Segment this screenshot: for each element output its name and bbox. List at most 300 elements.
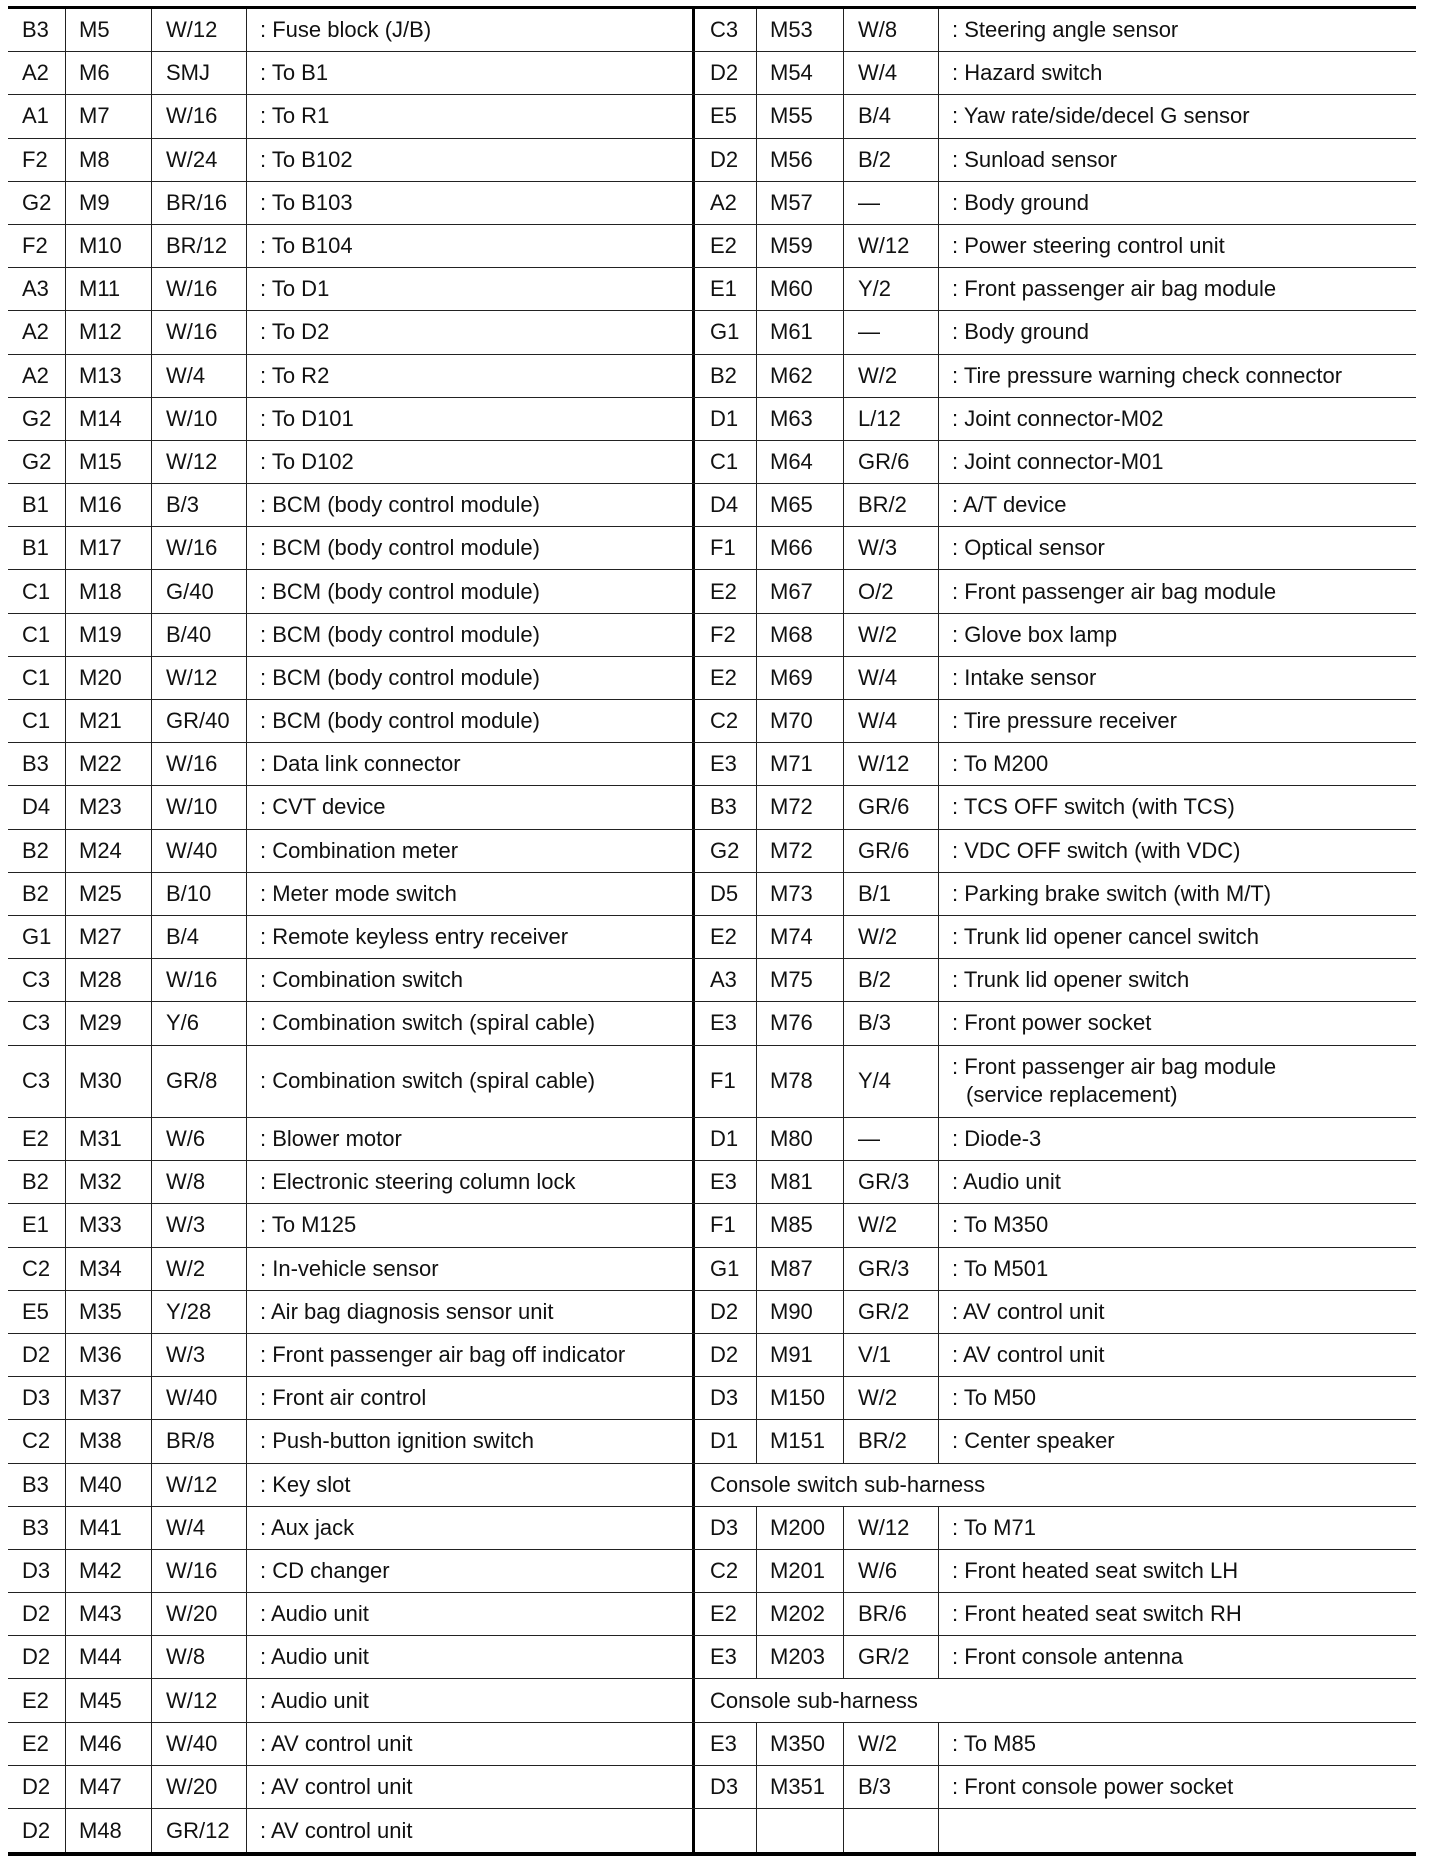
description-cell: : To D101 <box>246 398 692 440</box>
description-cell: : AV control unit <box>938 1334 1416 1376</box>
grid-ref-cell: E2 <box>22 1730 49 1756</box>
wire-cell: — <box>843 182 938 224</box>
wire-cell: W/16 <box>151 743 246 785</box>
connector-cell: M21 <box>65 700 151 742</box>
connector-cell: M68 <box>756 614 843 656</box>
wire-cell: V/1 <box>843 1334 938 1376</box>
grid-ref-cell: B2 <box>692 355 756 397</box>
connector-cell: M351 <box>756 1766 843 1808</box>
wire-cell: W/3 <box>843 527 938 569</box>
connector-cell: M72 <box>756 830 843 872</box>
description-cell: : Joint connector-M01 <box>938 441 1416 483</box>
description-cell: : Power steering control unit <box>938 225 1416 267</box>
grid-ref-cell: E2 <box>692 225 756 267</box>
description-cell: : BCM (body control module) <box>246 700 692 742</box>
description-cell: : Hazard switch <box>938 52 1416 94</box>
wire-cell: W/16 <box>151 268 246 310</box>
wire-cell: GR/6 <box>843 830 938 872</box>
description-cell: : Front console power socket <box>938 1766 1416 1808</box>
connector-cell: M9 <box>65 182 151 224</box>
connector-cell: M41 <box>65 1507 151 1549</box>
connector-cell: M13 <box>65 355 151 397</box>
table-row <box>8 1809 1416 1852</box>
description-cell: : Parking brake switch (with M/T) <box>938 873 1416 915</box>
connector-cell: M57 <box>756 182 843 224</box>
connector-cell: M91 <box>756 1334 843 1376</box>
table-row <box>8 52 1416 95</box>
table-body <box>8 6 1416 1856</box>
table-row <box>8 570 1416 613</box>
wire-cell: — <box>843 311 938 353</box>
table-row <box>8 1161 1416 1204</box>
connector-cell: M64 <box>756 441 843 483</box>
wire-cell: BR/8 <box>151 1420 246 1462</box>
wire-cell: W/6 <box>843 1550 938 1592</box>
description-cell: : BCM (body control module) <box>246 614 692 656</box>
grid-ref-cell: D2 <box>692 139 756 181</box>
grid-ref-cell: G2 <box>22 189 52 215</box>
wire-cell: BR/2 <box>843 1420 938 1462</box>
connector-cell: M29 <box>65 1002 151 1044</box>
grid-ref-cell: B2 <box>22 880 49 906</box>
grid-ref-cell: E3 <box>692 1636 756 1678</box>
grid-ref-cell: E2 <box>22 1126 49 1152</box>
description-cell: : BCM (body control module) <box>246 484 692 526</box>
description-cell: : Front power socket <box>938 1002 1416 1044</box>
grid-ref-cell: D3 <box>692 1507 756 1549</box>
grid-ref-cell: C2 <box>692 1550 756 1592</box>
connector-cell: M47 <box>65 1766 151 1808</box>
description-cell: : Push-button ignition switch <box>246 1420 692 1462</box>
grid-ref-cell: D3 <box>692 1377 756 1419</box>
connector-cell: M59 <box>756 225 843 267</box>
wire-cell: W/2 <box>843 916 938 958</box>
grid-ref-cell: C2 <box>22 1428 51 1454</box>
wire-cell: Y/2 <box>843 268 938 310</box>
connector-cell: M81 <box>756 1161 843 1203</box>
connector-cell: M65 <box>756 484 843 526</box>
table-row <box>8 743 1416 786</box>
grid-ref-cell: E2 <box>692 916 756 958</box>
wire-cell: BR/2 <box>843 484 938 526</box>
connector-cell: M11 <box>65 268 151 310</box>
wire-cell: B/2 <box>843 139 938 181</box>
wire-cell: GR/8 <box>151 1046 246 1118</box>
connector-cell: M78 <box>756 1046 843 1118</box>
grid-ref-cell: D2 <box>22 1644 51 1670</box>
description-cell: : To B102 <box>246 139 692 181</box>
wire-cell: W/16 <box>151 1550 246 1592</box>
wire-cell: W/4 <box>843 700 938 742</box>
description-cell: : BCM (body control module) <box>246 657 692 699</box>
description-cell: : VDC OFF switch (with VDC) <box>938 830 1416 872</box>
wire-cell: W/24 <box>151 139 246 181</box>
table-row <box>8 1420 1416 1463</box>
connector-cell: M200 <box>756 1507 843 1549</box>
connector-cell: M71 <box>756 743 843 785</box>
grid-ref-cell: E3 <box>692 743 756 785</box>
grid-ref-cell: E3 <box>692 1723 756 1765</box>
table-row <box>8 398 1416 441</box>
description-cell: : Electronic steering column lock <box>246 1161 692 1203</box>
connector-cell: M73 <box>756 873 843 915</box>
connector-cell: M17 <box>65 527 151 569</box>
wire-cell: B/40 <box>151 614 246 656</box>
connector-cell: M36 <box>65 1334 151 1376</box>
description-cell: : Audio unit <box>246 1636 692 1678</box>
wire-cell: W/10 <box>151 786 246 828</box>
table-row <box>8 1636 1416 1679</box>
description-cell: : Yaw rate/side/decel G sensor <box>938 95 1416 137</box>
description-line: : Front passenger air bag module <box>952 1054 1277 1080</box>
section-heading: Console sub-harness <box>692 1679 1416 1721</box>
table-row <box>8 1766 1416 1809</box>
grid-ref-cell: E3 <box>692 1161 756 1203</box>
description-cell: : Body ground <box>938 182 1416 224</box>
grid-ref-cell: A3 <box>692 959 756 1001</box>
wire-cell: B/2 <box>843 959 938 1001</box>
connector-cell: M62 <box>756 355 843 397</box>
grid-ref-cell: E2 <box>22 1687 49 1713</box>
table-row <box>8 657 1416 700</box>
description-cell: : Center speaker <box>938 1420 1416 1462</box>
wire-cell: W/40 <box>151 1377 246 1419</box>
grid-ref-cell: C2 <box>22 1255 51 1281</box>
description-cell: : In-vehicle sensor <box>246 1248 692 1290</box>
grid-ref-cell: F2 <box>692 614 756 656</box>
description-cell: : To B1 <box>246 52 692 94</box>
table-row <box>8 1002 1416 1045</box>
description-cell: : TCS OFF switch (with TCS) <box>938 786 1416 828</box>
wire-cell: — <box>843 1118 938 1160</box>
grid-ref-cell: E1 <box>692 268 756 310</box>
table-row <box>8 527 1416 570</box>
connector-cell: M56 <box>756 139 843 181</box>
grid-ref-cell: E5 <box>692 95 756 137</box>
table-row <box>8 1593 1416 1636</box>
grid-ref-cell: G2 <box>22 448 52 474</box>
grid-ref-cell: G1 <box>692 311 756 353</box>
description-cell: : Key slot <box>246 1464 692 1506</box>
description-cell: : To M71 <box>938 1507 1416 1549</box>
grid-ref-cell: D3 <box>692 1766 756 1808</box>
description-cell: : Front heated seat switch LH <box>938 1550 1416 1592</box>
grid-ref-cell: D2 <box>692 1291 756 1333</box>
table-row <box>8 1334 1416 1377</box>
wire-cell: L/12 <box>843 398 938 440</box>
connector-cell: M151 <box>756 1420 843 1462</box>
table-row <box>8 916 1416 959</box>
grid-ref-cell: C3 <box>22 1068 51 1094</box>
description-cell: : Sunload sensor <box>938 139 1416 181</box>
connector-cell: M24 <box>65 830 151 872</box>
grid-ref-cell: F1 <box>692 527 756 569</box>
grid-ref-cell: F2 <box>22 233 48 259</box>
connector-cell: M38 <box>65 1420 151 1462</box>
grid-ref-cell: B3 <box>692 786 756 828</box>
wire-cell: GR/40 <box>151 700 246 742</box>
grid-ref-cell: C1 <box>22 621 51 647</box>
table-row <box>8 1550 1416 1593</box>
grid-ref-cell: B3 <box>22 17 49 43</box>
grid-ref-cell: E5 <box>22 1298 49 1324</box>
wire-cell: W/10 <box>151 398 246 440</box>
wire-cell: GR/3 <box>843 1248 938 1290</box>
table-row <box>8 1291 1416 1334</box>
wire-cell: BR/16 <box>151 182 246 224</box>
wire-cell: Y/28 <box>151 1291 246 1333</box>
description-cell: : To D102 <box>246 441 692 483</box>
connector-cell: M201 <box>756 1550 843 1592</box>
table-row <box>8 268 1416 311</box>
table-row <box>8 95 1416 138</box>
connector-cell: M8 <box>65 139 151 181</box>
wire-cell: W/16 <box>151 527 246 569</box>
grid-ref-cell: C1 <box>22 664 51 690</box>
grid-ref-cell: B3 <box>22 1471 49 1497</box>
description-cell: : To R2 <box>246 355 692 397</box>
description-cell: : CVT device <box>246 786 692 828</box>
connector-cell: M150 <box>756 1377 843 1419</box>
description-cell: : Combination switch (spiral cable) <box>246 1002 692 1044</box>
description-cell: : Combination switch (spiral cable) <box>246 1046 692 1118</box>
description-cell: : BCM (body control module) <box>246 527 692 569</box>
description-line: (service replacement) <box>966 1082 1178 1108</box>
section-heading: Console switch sub-harness <box>692 1464 1416 1506</box>
connector-cell: M5 <box>65 9 151 51</box>
wire-cell: W/3 <box>151 1334 246 1376</box>
grid-ref-cell: C3 <box>22 1010 51 1036</box>
wire-cell: B/1 <box>843 873 938 915</box>
description-cell: : AV control unit <box>246 1723 692 1765</box>
description-cell: : Audio unit <box>246 1679 692 1721</box>
wire-cell: W/12 <box>843 1507 938 1549</box>
connector-cell: M40 <box>65 1464 151 1506</box>
grid-ref-cell <box>692 1809 756 1852</box>
grid-ref-cell: G2 <box>692 830 756 872</box>
description-cell: : AV control unit <box>246 1809 692 1852</box>
wire-cell: GR/2 <box>843 1636 938 1678</box>
wire-cell: W/8 <box>151 1161 246 1203</box>
wire-cell: Y/4 <box>843 1046 938 1118</box>
connector-cell: M54 <box>756 52 843 94</box>
description-cell: : Optical sensor <box>938 527 1416 569</box>
grid-ref-cell: C1 <box>22 708 51 734</box>
wire-cell: W/2 <box>843 1204 938 1246</box>
wire-cell: W/8 <box>151 1636 246 1678</box>
grid-ref-cell: C2 <box>692 700 756 742</box>
description-cell: : Fuse block (J/B) <box>246 9 692 51</box>
description-cell: : Joint connector-M02 <box>938 398 1416 440</box>
connector-cell: M85 <box>756 1204 843 1246</box>
description-cell: : Aux jack <box>246 1507 692 1549</box>
grid-ref-cell: D2 <box>692 1334 756 1376</box>
grid-ref-cell: B1 <box>22 535 49 561</box>
description-cell: : Trunk lid opener switch <box>938 959 1416 1001</box>
grid-ref-cell: D5 <box>692 873 756 915</box>
description-cell: : AV control unit <box>938 1291 1416 1333</box>
description-cell: : CD changer <box>246 1550 692 1592</box>
table-row <box>8 441 1416 484</box>
connector-cell: M76 <box>756 1002 843 1044</box>
description-cell: : To B103 <box>246 182 692 224</box>
grid-ref-cell: D1 <box>692 1420 756 1462</box>
wire-cell: B/10 <box>151 873 246 915</box>
connector-cell: M69 <box>756 657 843 699</box>
grid-ref-cell: C3 <box>692 9 756 51</box>
connector-cell: M53 <box>756 9 843 51</box>
connector-cell: M37 <box>65 1377 151 1419</box>
table-row <box>8 1377 1416 1420</box>
wire-cell <box>843 1809 938 1852</box>
connector-cell: M72 <box>756 786 843 828</box>
table-row <box>8 139 1416 182</box>
description-cell: : To M501 <box>938 1248 1416 1290</box>
description-cell: : Air bag diagnosis sensor unit <box>246 1291 692 1333</box>
table-row <box>8 959 1416 1002</box>
wire-cell: GR/3 <box>843 1161 938 1203</box>
connector-cell: M12 <box>65 311 151 353</box>
wire-cell: W/12 <box>151 1464 246 1506</box>
connector-cell: M32 <box>65 1161 151 1203</box>
description-cell: : Trunk lid opener cancel switch <box>938 916 1416 958</box>
description-cell: : Combination switch <box>246 959 692 1001</box>
grid-ref-cell: G1 <box>692 1248 756 1290</box>
grid-ref-cell: D3 <box>22 1557 51 1583</box>
grid-ref-cell: A2 <box>22 60 49 86</box>
connector-cell: M42 <box>65 1550 151 1592</box>
description-cell: : Steering angle sensor <box>938 9 1416 51</box>
grid-ref-cell: D2 <box>22 1773 51 1799</box>
connector-cell: M350 <box>756 1723 843 1765</box>
description-cell: : Front passenger air bag module <box>938 268 1416 310</box>
grid-ref-cell: F1 <box>692 1204 756 1246</box>
grid-ref-cell: E2 <box>692 657 756 699</box>
grid-ref-cell: C3 <box>22 967 51 993</box>
grid-ref-cell: F1 <box>692 1046 756 1118</box>
connector-cell: M74 <box>756 916 843 958</box>
table-row <box>8 355 1416 398</box>
wire-cell: BR/12 <box>151 225 246 267</box>
connector-cell: M15 <box>65 441 151 483</box>
connector-cell: M34 <box>65 1248 151 1290</box>
wire-cell: W/12 <box>151 1679 246 1721</box>
wire-cell: GR/6 <box>843 441 938 483</box>
description-cell: : Diode-3 <box>938 1118 1416 1160</box>
wire-cell: B/3 <box>843 1002 938 1044</box>
connector-cell: M45 <box>65 1679 151 1721</box>
table-row <box>8 873 1416 916</box>
connector-cell: M70 <box>756 700 843 742</box>
description-cell: : To M125 <box>246 1204 692 1246</box>
harness-connector-table <box>8 6 1416 1856</box>
grid-ref-cell: D4 <box>22 794 51 820</box>
description-cell: : To M50 <box>938 1377 1416 1419</box>
table-row <box>8 1118 1416 1161</box>
wire-cell: W/12 <box>151 9 246 51</box>
description-cell: : Tire pressure warning check connector <box>938 355 1416 397</box>
wire-cell: GR/2 <box>843 1291 938 1333</box>
wire-cell: W/16 <box>151 95 246 137</box>
connector-cell: M6 <box>65 52 151 94</box>
grid-ref-cell: G2 <box>22 405 52 431</box>
connector-cell: M16 <box>65 484 151 526</box>
table-row <box>8 1464 1416 1507</box>
description-cell: : Body ground <box>938 311 1416 353</box>
connector-cell: M63 <box>756 398 843 440</box>
grid-ref-cell: D1 <box>692 398 756 440</box>
description-cell: : To B104 <box>246 225 692 267</box>
description-cell: : A/T device <box>938 484 1416 526</box>
description-cell: : Glove box lamp <box>938 614 1416 656</box>
connector-cell: M33 <box>65 1204 151 1246</box>
table-row <box>8 311 1416 354</box>
wire-cell: B/4 <box>843 95 938 137</box>
description-cell: : Meter mode switch <box>246 873 692 915</box>
table-row <box>8 1679 1416 1722</box>
description-cell: : Front console antenna <box>938 1636 1416 1678</box>
description-cell: : Front passenger air bag module <box>938 570 1416 612</box>
wire-cell: GR/6 <box>843 786 938 828</box>
description-cell: : Tire pressure receiver <box>938 700 1416 742</box>
wire-cell: SMJ <box>151 52 246 94</box>
table-row <box>8 182 1416 225</box>
connector-cell: M7 <box>65 95 151 137</box>
wire-cell: B/4 <box>151 916 246 958</box>
connector-cell: M14 <box>65 398 151 440</box>
connector-cell: M48 <box>65 1809 151 1852</box>
grid-ref-cell: A3 <box>22 276 49 302</box>
description-cell: : Audio unit <box>246 1593 692 1635</box>
grid-ref-cell: D2 <box>22 1817 51 1843</box>
connector-cell: M202 <box>756 1593 843 1635</box>
wire-cell: W/40 <box>151 830 246 872</box>
wire-cell: W/40 <box>151 1723 246 1765</box>
connector-cell: M30 <box>65 1046 151 1118</box>
connector-cell: M25 <box>65 873 151 915</box>
wire-cell: GR/12 <box>151 1809 246 1852</box>
grid-ref-cell: C1 <box>22 578 51 604</box>
description-cell: : To D2 <box>246 311 692 353</box>
connector-cell: M28 <box>65 959 151 1001</box>
grid-ref-cell: B3 <box>22 1514 49 1540</box>
grid-ref-cell: A1 <box>22 103 49 129</box>
wire-cell: W/2 <box>151 1248 246 1290</box>
connector-cell: M27 <box>65 916 151 958</box>
wire-cell: B/3 <box>843 1766 938 1808</box>
description-cell: : To D1 <box>246 268 692 310</box>
description-cell: : BCM (body control module) <box>246 570 692 612</box>
grid-ref-cell: B3 <box>22 751 49 777</box>
wire-cell: W/4 <box>151 355 246 397</box>
grid-ref-cell: F2 <box>22 146 48 172</box>
connector-cell: M19 <box>65 614 151 656</box>
grid-ref-cell: E1 <box>22 1212 49 1238</box>
table-row <box>8 1204 1416 1247</box>
wire-cell: W/12 <box>843 743 938 785</box>
table-row <box>8 1046 1416 1119</box>
wire-cell: W/20 <box>151 1593 246 1635</box>
table-row <box>8 700 1416 743</box>
description-cell: : Data link connector <box>246 743 692 785</box>
wire-cell: W/4 <box>151 1507 246 1549</box>
grid-ref-cell: A2 <box>22 319 49 345</box>
wire-cell: W/20 <box>151 1766 246 1808</box>
connector-cell: M90 <box>756 1291 843 1333</box>
grid-ref-cell: B1 <box>22 492 49 518</box>
connector-cell: M18 <box>65 570 151 612</box>
connector-cell: M10 <box>65 225 151 267</box>
